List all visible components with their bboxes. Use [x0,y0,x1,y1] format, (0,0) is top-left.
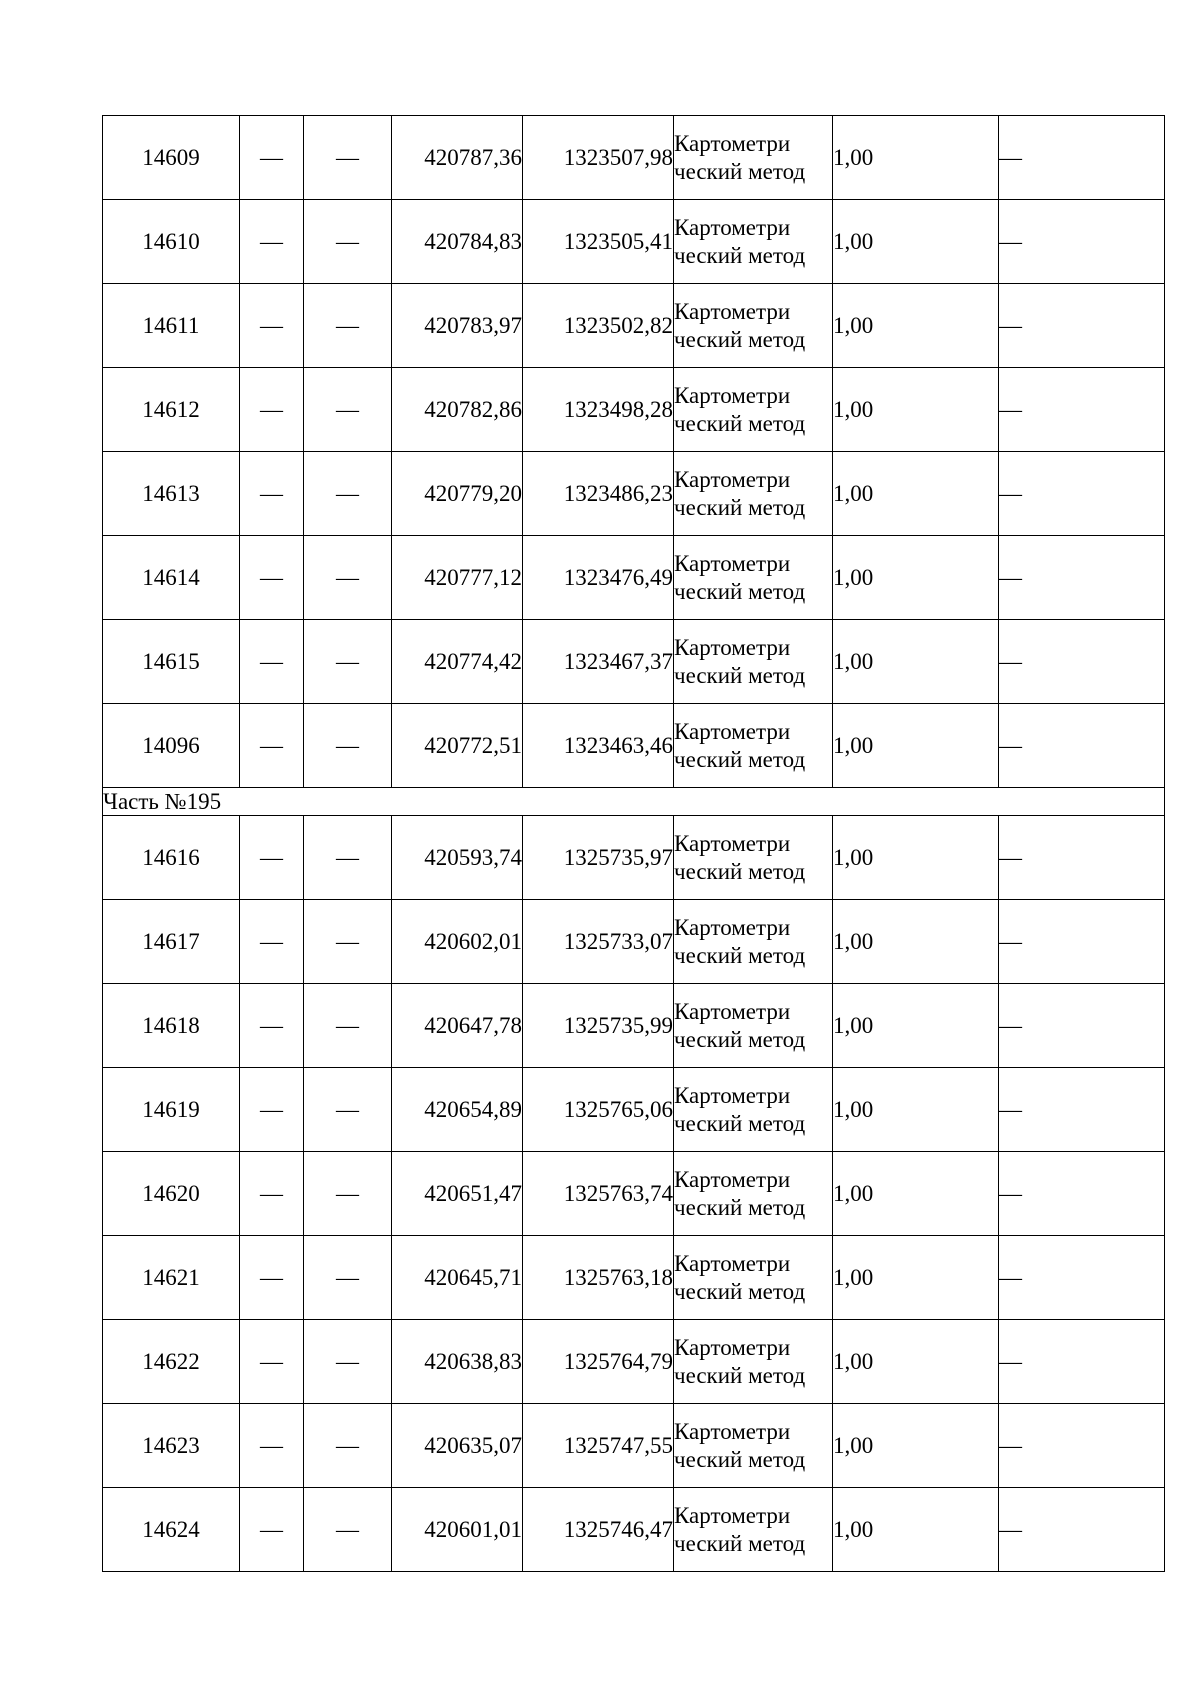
dash-cell: — [304,284,392,368]
accuracy-cell: 1,00 [833,984,999,1068]
dash-cell: — [240,704,304,788]
dash-cell: — [999,536,1165,620]
table-row [103,1068,1165,1152]
table-row [103,1320,1165,1404]
x-coordinate-cell: 420774,42 [392,620,523,704]
accuracy-cell: 1,00 [833,900,999,984]
point-number-cell: 14611 [103,284,240,368]
dash-cell: — [999,1320,1165,1404]
dash-cell: — [304,116,392,200]
dash-cell: — [304,1488,392,1572]
point-number-cell: 14620 [103,1152,240,1236]
x-coordinate-cell: 420777,12 [392,536,523,620]
method-cell: Картометри ческий метод [674,900,833,984]
table-row [103,1488,1165,1572]
method-cell: Картометри ческий метод [674,1236,833,1320]
accuracy-cell: 1,00 [833,116,999,200]
point-number-cell: 14621 [103,1236,240,1320]
dash-cell: — [304,1236,392,1320]
accuracy-cell: 1,00 [833,1068,999,1152]
dash-cell: — [240,284,304,368]
dash-cell: — [240,452,304,536]
x-coordinate-cell: 420602,01 [392,900,523,984]
method-cell: Картометри ческий метод [674,284,833,368]
dash-cell: — [240,116,304,200]
dash-cell: — [999,284,1165,368]
dash-cell: — [240,1404,304,1488]
x-coordinate-cell: 420601,01 [392,1488,523,1572]
dash-cell: — [999,1068,1165,1152]
accuracy-cell: 1,00 [833,1152,999,1236]
dash-cell: — [304,816,392,900]
dash-cell: — [304,704,392,788]
dash-cell: — [304,1404,392,1488]
table-row [103,452,1165,536]
dash-cell: — [240,900,304,984]
dash-cell: — [999,1152,1165,1236]
x-coordinate-cell: 420635,07 [392,1404,523,1488]
x-coordinate-cell: 420638,83 [392,1320,523,1404]
accuracy-cell: 1,00 [833,284,999,368]
method-cell: Картометри ческий метод [674,704,833,788]
table-row [103,816,1165,900]
point-number-cell: 14615 [103,620,240,704]
table-row [103,116,1165,200]
y-coordinate-cell: 1325763,74 [523,1152,674,1236]
point-number-cell: 14624 [103,1488,240,1572]
dash-cell: — [304,984,392,1068]
dash-cell: — [304,1068,392,1152]
accuracy-cell: 1,00 [833,1488,999,1572]
point-number-cell: 14616 [103,816,240,900]
x-coordinate-cell: 420787,36 [392,116,523,200]
accuracy-cell: 1,00 [833,200,999,284]
point-number-cell: 14613 [103,452,240,536]
dash-cell: — [999,1488,1165,1572]
x-coordinate-cell: 420772,51 [392,704,523,788]
table-row [103,1152,1165,1236]
x-coordinate-cell: 420779,20 [392,452,523,536]
method-cell: Картометри ческий метод [674,1488,833,1572]
method-cell: Картометри ческий метод [674,452,833,536]
method-cell: Картометри ческий метод [674,1152,833,1236]
dash-cell: — [999,452,1165,536]
point-number-cell: 14618 [103,984,240,1068]
dash-cell: — [304,900,392,984]
point-number-cell: 14609 [103,116,240,200]
accuracy-cell: 1,00 [833,1404,999,1488]
dash-cell: — [999,1404,1165,1488]
accuracy-cell: 1,00 [833,368,999,452]
table-row [103,1236,1165,1320]
y-coordinate-cell: 1323502,82 [523,284,674,368]
method-cell: Картометри ческий метод [674,200,833,284]
x-coordinate-cell: 420782,86 [392,368,523,452]
y-coordinate-cell: 1323498,28 [523,368,674,452]
dash-cell: — [304,452,392,536]
y-coordinate-cell: 1323463,46 [523,704,674,788]
dash-cell: — [999,368,1165,452]
y-coordinate-cell: 1323486,23 [523,452,674,536]
coordinates-table [102,115,1165,1572]
x-coordinate-cell: 420784,83 [392,200,523,284]
table-row [103,536,1165,620]
table-row [103,900,1165,984]
method-cell: Картометри ческий метод [674,816,833,900]
point-number-cell: 14617 [103,900,240,984]
dash-cell: — [240,1488,304,1572]
method-cell: Картометри ческий метод [674,536,833,620]
y-coordinate-cell: 1323476,49 [523,536,674,620]
method-cell: Картометри ческий метод [674,116,833,200]
y-coordinate-cell: 1325765,06 [523,1068,674,1152]
y-coordinate-cell: 1325733,07 [523,900,674,984]
point-number-cell: 14610 [103,200,240,284]
dash-cell: — [240,368,304,452]
dash-cell: — [240,1068,304,1152]
method-cell: Картометри ческий метод [674,1068,833,1152]
table-row [103,368,1165,452]
y-coordinate-cell: 1325746,47 [523,1488,674,1572]
point-number-cell: 14612 [103,368,240,452]
dash-cell: — [999,620,1165,704]
dash-cell: — [999,984,1165,1068]
dash-cell: — [304,620,392,704]
dash-cell: — [240,1236,304,1320]
dash-cell: — [240,816,304,900]
section-header-row [103,788,1165,816]
section-label: Часть №195 [103,788,1165,816]
point-number-cell: 14619 [103,1068,240,1152]
dash-cell: — [999,1236,1165,1320]
table-row [103,704,1165,788]
y-coordinate-cell: 1325763,18 [523,1236,674,1320]
y-coordinate-cell: 1325747,55 [523,1404,674,1488]
x-coordinate-cell: 420654,89 [392,1068,523,1152]
accuracy-cell: 1,00 [833,1320,999,1404]
table-body [103,116,1165,1572]
x-coordinate-cell: 420593,74 [392,816,523,900]
x-coordinate-cell: 420647,78 [392,984,523,1068]
table-row [103,984,1165,1068]
dash-cell: — [304,200,392,284]
dash-cell: — [999,900,1165,984]
x-coordinate-cell: 420783,97 [392,284,523,368]
y-coordinate-cell: 1323507,98 [523,116,674,200]
table-row [103,284,1165,368]
accuracy-cell: 1,00 [833,452,999,536]
method-cell: Картометри ческий метод [674,620,833,704]
dash-cell: — [304,1152,392,1236]
dash-cell: — [304,536,392,620]
accuracy-cell: 1,00 [833,1236,999,1320]
accuracy-cell: 1,00 [833,816,999,900]
table-row [103,1404,1165,1488]
method-cell: Картометри ческий метод [674,1320,833,1404]
y-coordinate-cell: 1325735,97 [523,816,674,900]
x-coordinate-cell: 420651,47 [392,1152,523,1236]
method-cell: Картометри ческий метод [674,368,833,452]
y-coordinate-cell: 1323467,37 [523,620,674,704]
dash-cell: — [240,200,304,284]
dash-cell: — [999,116,1165,200]
point-number-cell: 14623 [103,1404,240,1488]
x-coordinate-cell: 420645,71 [392,1236,523,1320]
dash-cell: — [240,984,304,1068]
y-coordinate-cell: 1323505,41 [523,200,674,284]
method-cell: Картометри ческий метод [674,1404,833,1488]
dash-cell: — [304,368,392,452]
dash-cell: — [999,816,1165,900]
dash-cell: — [240,1152,304,1236]
point-number-cell: 14622 [103,1320,240,1404]
point-number-cell: 14096 [103,704,240,788]
method-cell: Картометри ческий метод [674,984,833,1068]
dash-cell: — [999,704,1165,788]
dash-cell: — [240,1320,304,1404]
accuracy-cell: 1,00 [833,620,999,704]
dash-cell: — [304,1320,392,1404]
accuracy-cell: 1,00 [833,536,999,620]
accuracy-cell: 1,00 [833,704,999,788]
table-row [103,200,1165,284]
dash-cell: — [240,620,304,704]
dash-cell: — [240,536,304,620]
table-row [103,620,1165,704]
point-number-cell: 14614 [103,536,240,620]
dash-cell: — [999,200,1165,284]
y-coordinate-cell: 1325764,79 [523,1320,674,1404]
y-coordinate-cell: 1325735,99 [523,984,674,1068]
